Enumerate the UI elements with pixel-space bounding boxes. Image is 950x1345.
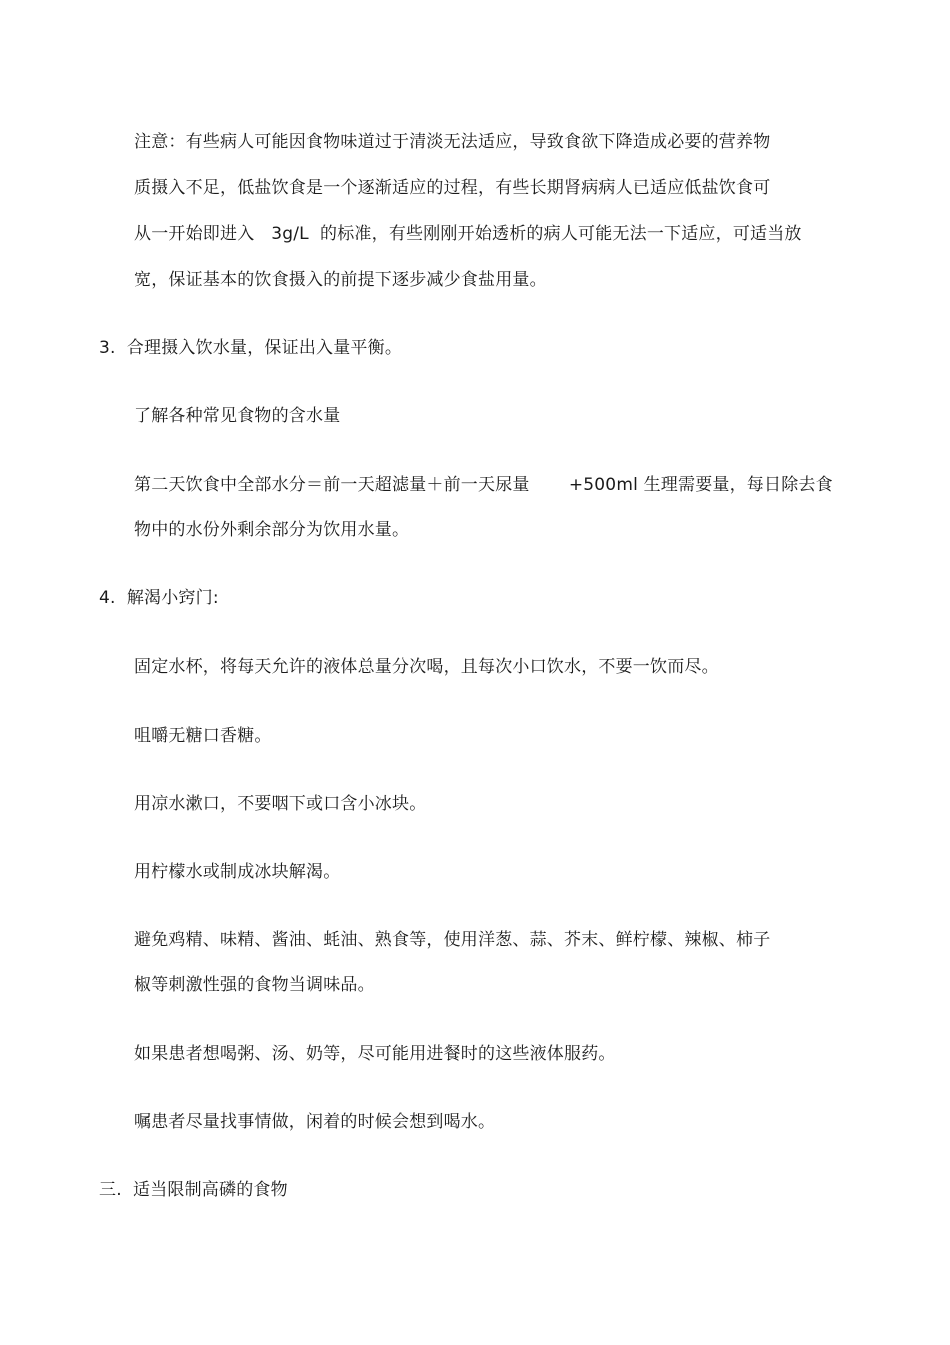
tip-busy: 嘱患者尽量找事情做，闲着的时候会想到喝水。 bbox=[134, 1112, 496, 1132]
note-line-3: 从一开始即进入 3g/L 的标准，有些刚刚开始透析的病人可能无法一下适应，可适当放 bbox=[134, 224, 802, 244]
note-line-1: 注意：有些病人可能因食物味道过于清淡无法适应，导致食欲下降造成必要的营养物 bbox=[134, 132, 771, 152]
condiments-line-2: 椒等刺激性强的食物当调味品。 bbox=[134, 975, 375, 995]
condiments-line-1: 避免鸡精、味精、酱油、蚝油、熟食等，使用洋葱、蒜、芥末、鲜柠檬、辣椒、柿子 bbox=[134, 930, 771, 950]
note-line-2: 质摄入不足，低盐饮食是一个逐渐适应的过程，有些长期肾病病人已适应低盐饮食可 bbox=[134, 178, 771, 198]
tip-cup: 固定水杯，将每天允许的液体总量分次喝，且每次小口饮水，不要一饮而尽。 bbox=[134, 657, 719, 677]
tip-gum: 咀嚼无糖口香糖。 bbox=[134, 726, 272, 746]
tip-soup: 如果患者想喝粥、汤、奶等，尽可能用进餐时的这些液体服药。 bbox=[134, 1044, 616, 1064]
section-3-heading: 3. 合理摄入饮水量，保证出入量平衡。 bbox=[99, 338, 403, 358]
tip-lemon: 用柠檬水或制成冰块解渴。 bbox=[134, 862, 341, 882]
note-line-4: 宽，保证基本的饮食摄入的前提下逐步减少食盐用量。 bbox=[134, 270, 547, 290]
section-three-heading: 三. 适当限制高磷的食物 bbox=[99, 1180, 288, 1200]
tip-rinse: 用凉水漱口，不要咽下或口含小冰块。 bbox=[134, 794, 427, 814]
section-4-heading: 4. 解渴小窍门: bbox=[99, 588, 219, 608]
formula-line-1: 第二天饮食中全部水分＝前一天超滤量＋前一天尿量 +500ml 生理需要量，每日除去食 bbox=[134, 475, 833, 495]
formula-line-2: 物中的水份外剩余部分为饮用水量。 bbox=[134, 520, 410, 540]
water-content-item: 了解各种常见食物的含水量 bbox=[134, 406, 341, 426]
